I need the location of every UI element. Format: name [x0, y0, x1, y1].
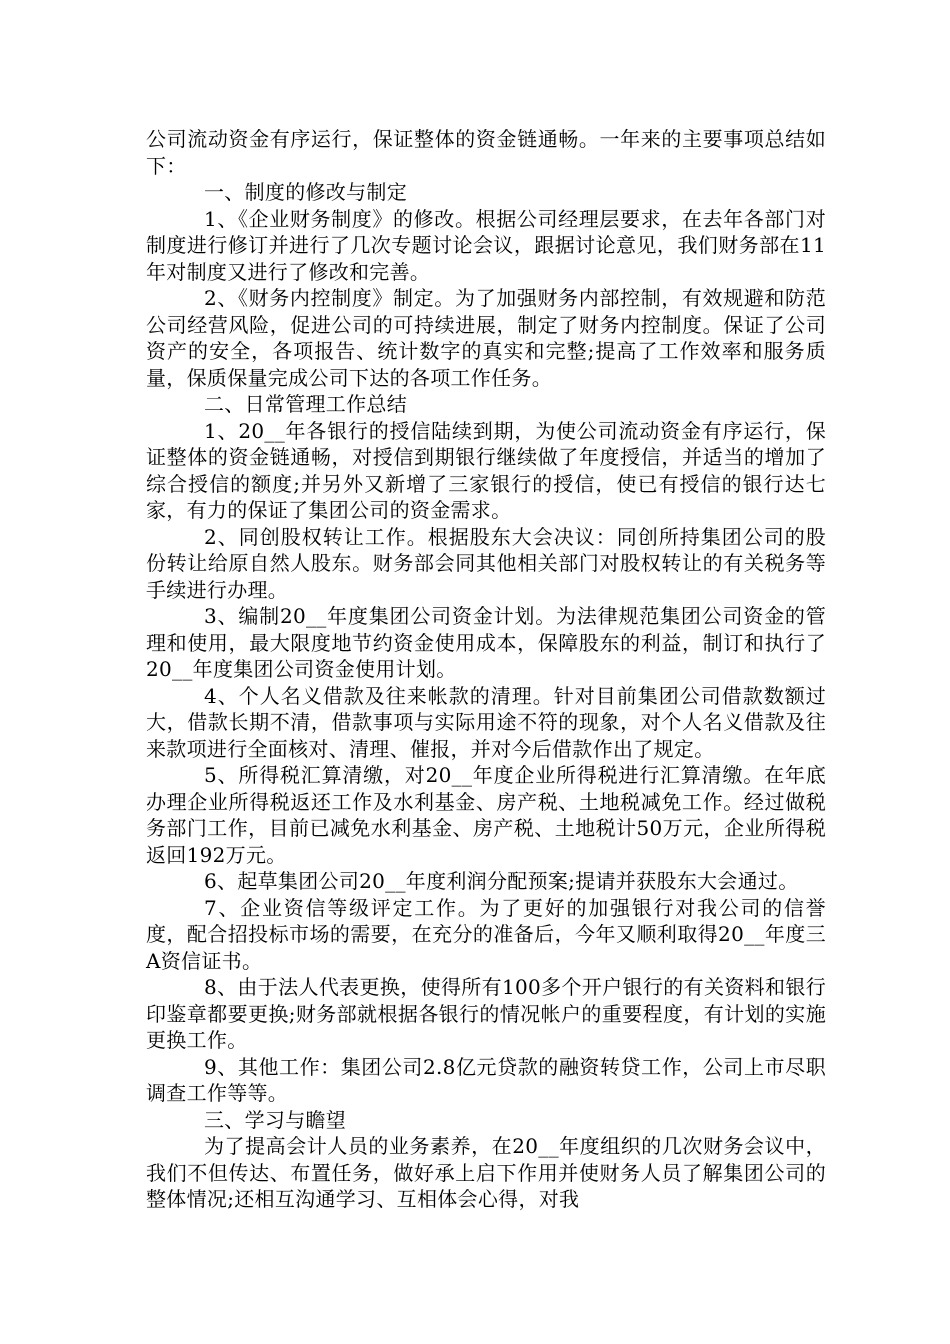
paragraph-study-training: 为了提高会计人员的业务素养，在20__年度组织的几次财务会议中，我们不但传达、布置任务，做好承上启下作用并使财务人员了解集团公司的整体情况;还相互沟通学习、互相体会心得，对我 — [146, 1134, 826, 1211]
paragraph-item-7-credit-rating: 7、企业资信等级评定工作。为了更好的加强银行对我公司的信誉度，配合招投标市场的需要，在充分的准备后，今年又顺利取得20__年度三A资信证书。 — [146, 895, 826, 973]
paragraph-item-5-income-tax: 5、所得税汇算清缴，对20__年度企业所得税进行汇算清缴。在年底办理企业所得税返还工作及水利基金、房产税、土地税减免工作。经过做税务部门工作，目前已减免水利基金、房产税、土地税计50万元，企业所得税返回192万元。 — [146, 763, 826, 867]
paragraph-item-6-profit-distribution: 6、起草集团公司20__年度利润分配预案;提请并获股东大会通过。 — [204, 869, 799, 893]
section-heading-daily-management: 二、日常管理工作总结 — [204, 392, 407, 416]
section-heading-system: 一、制度的修改与制定 — [204, 180, 407, 204]
paragraph-item-4-loan-cleanup: 4、个人名义借款及往来帐款的清理。针对目前集团公司借款数额过大，借款长期不清，借款事项与实际用途不符的现象，对个人名义借款及往来款项进行全面核对、清理、催报，并对今后借款作出了规定。 — [146, 683, 826, 761]
paragraph-item-2-internal-control: 2、《财务内控制度》制定。为了加强财务内部控制，有效规避和防范公司经营风险，促进公司的可持续进展，制定了财务内控制度。保证了公司资产的安全，各项报告、统计数字的真实和完整;提高了工作效率和服务质量，保质保量完成公司下达的各项工作任务。 — [146, 286, 826, 390]
paragraph-item-9-other-work: 9、其他工作：集团公司2.8亿元贷款的融资转贷工作，公司上市尽职调查工作等等。 — [146, 1054, 826, 1105]
paragraph-item-1-bank-credit: 1、20__年各银行的授信陆续到期，为使公司流动资金有序运行，保证整体的资金链通畅，对授信到期银行继续做了年度授信，并适当的增加了综合授信的额度;并另外又新增了三家银行的授信，使已有授信的银行达七家，有力的保证了集团公司的资金需求。 — [146, 418, 826, 522]
paragraph-item-3-fund-plan: 3、编制20__年度集团公司资金计划。为法律规范集团公司资金的管理和使用，最大限度地节约资金使用成本，保障股东的利益，制订和执行了20__年度集团公司资金使用计划。 — [146, 604, 826, 681]
paragraph-item-1-finance-system: 1、《企业财务制度》的修改。根据公司经理层要求，在去年各部门对制度进行修订并进行了几次专题讨论会议，跟据讨论意见，我们财务部在11年对制度又进行了修改和完善。 — [146, 206, 826, 284]
document-body — [146, 126, 826, 1213]
paragraph-item-8-bank-seal-change: 8、由于法人代表更换，使得所有100多个开户银行的有关资料和银行印鉴章都要更换;财务部就根据各银行的情况帐户的重要程度，有计划的实施更换工作。 — [146, 975, 826, 1052]
section-heading-study-outlook: 三、学习与瞻望 — [204, 1107, 347, 1132]
paragraph-item-2-equity-transfer: 2、同创股权转让工作。根据股东大会决议：同创所持集团公司的股份转让给原自然人股东。财务部会同其他相关部门对股权转让的有关税务等手续进行办理。 — [146, 524, 826, 602]
paragraph-intro-continuation: 公司流动资金有序运行，保证整体的资金链通畅。一年来的主要事项总结如下： — [146, 127, 826, 178]
